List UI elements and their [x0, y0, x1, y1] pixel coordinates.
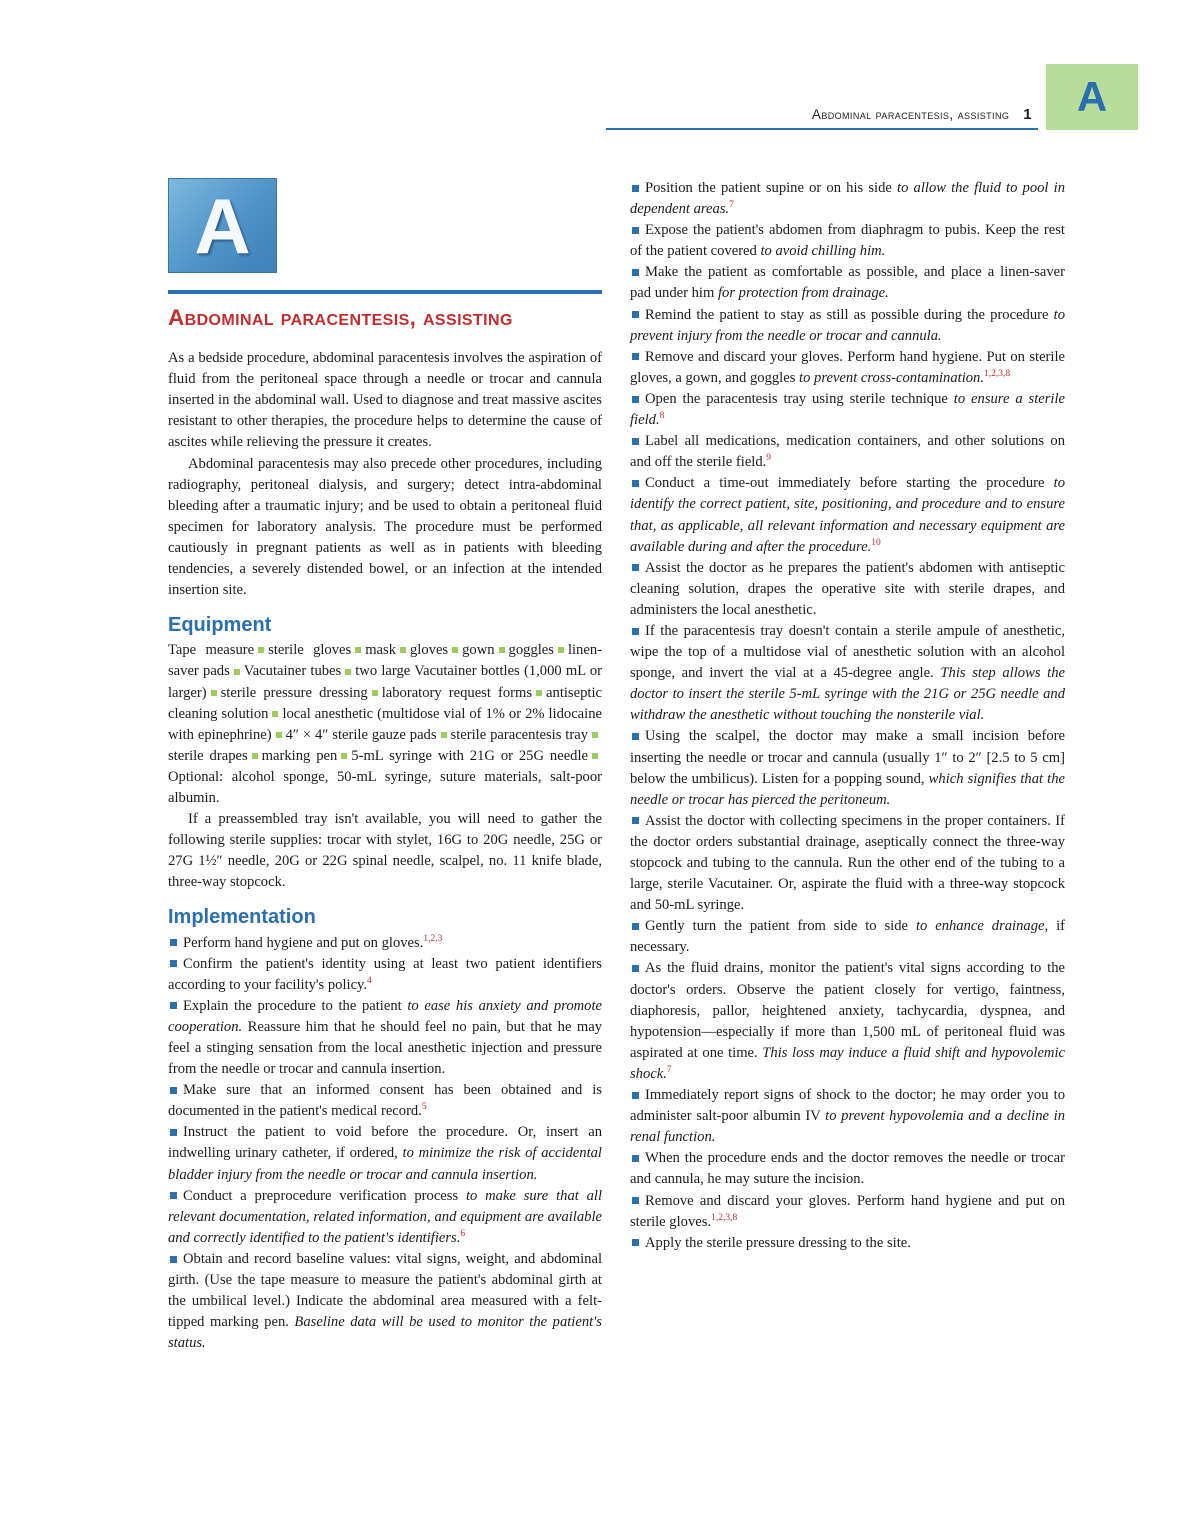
separator-bullet — [276, 732, 282, 738]
step-text: If the paracentesis tray doesn't contain a sterile ampule of anesthetic, wipe the top of a multidose vial of anesthetic solution with an alcohol sponge, and invert the vial at a 45-degree angle. — [630, 622, 1065, 682]
step-bullet — [632, 817, 639, 824]
step-rationale: for protection from drainage. — [717, 285, 889, 302]
step-bullet — [170, 1256, 177, 1263]
equipment-item: laboratory request forms — [381, 684, 533, 701]
step-bullet — [632, 1092, 639, 1099]
step-bullet — [632, 628, 639, 635]
step-text: Assist the doctor with collecting specimens in the proper containers. If the doctor orders substantial drainage, aseptically connect the three-way stopcock and tubing to the cannula. Run the other end of the tubing to a large, sterile Vacutainer. Or, aspirate the fluid with a three-way stopcock and 50-mL syringe. — [630, 812, 1065, 914]
step-bullet — [632, 438, 639, 445]
step-bullet — [170, 1192, 177, 1199]
equipment-item: gloves — [410, 642, 449, 659]
reference-superscript: 8 — [659, 411, 665, 422]
separator-bullet — [341, 753, 347, 759]
equipment-item: marking pen — [261, 747, 338, 764]
step-text: Remove and discard your gloves. Perform hand hygiene and put on sterile gloves. — [630, 1192, 1065, 1230]
equipment-item: antiseptic cleaning solution — [168, 684, 602, 722]
equipment-item: linen-saver pads — [168, 642, 602, 680]
step-bullet — [632, 733, 639, 740]
implementation-step — [630, 220, 1065, 262]
step-bullet — [170, 960, 177, 967]
step-bullet — [632, 396, 639, 403]
implementation-step — [630, 558, 1065, 621]
separator-bullet — [400, 647, 406, 653]
preassembled-note: If a preassembled tray isn't available, you will need to gather the following sterile supplies: trocar with stylet, 16G to 20G needle, 25G or 27G 1½″ needle, 20G or 22G spinal needle, scalpel, no. 11 knife blade, three-way stopcock. — [168, 811, 602, 891]
step-rationale: to ensure a sterile field. — [630, 390, 1066, 429]
running-title: Abdominal paracentesis, assisting — [811, 107, 1010, 122]
implementation-step — [630, 811, 1065, 916]
separator-bullet — [234, 669, 240, 675]
right-column — [630, 178, 1065, 1254]
implementation-step — [630, 305, 1065, 347]
step-text: Label all medications, medication containers, and other solutions on and off the sterile field. — [630, 433, 1065, 471]
step-text: Conduct a time-out immediately before starting the procedure — [645, 475, 1045, 492]
step-text-continued: if necessary. — [630, 918, 1065, 956]
implementation-step — [630, 178, 1065, 220]
step-rationale: to enhance drainage, — [915, 918, 1049, 935]
step-text: Immediately report signs of shock to the doctor; he may order you to administer salt-poor albumin IV — [630, 1087, 1065, 1125]
title-rule — [168, 290, 602, 294]
implementation-step — [168, 996, 602, 1080]
step-text: Using the scalpel, the doctor may make a small incision before inserting the needle or trocar and cannula (usually 1″ to 2″ [2.5 to 5 cm] below the umbilicus). Listen for a popping sound, — [630, 728, 1065, 787]
step-text: Perform hand hygiene and put on gloves. — [183, 934, 424, 951]
separator-bullet — [345, 669, 351, 675]
step-text: Conduct a preprocedure verification process — [183, 1187, 459, 1204]
equipment-item: sterile drapes — [168, 747, 248, 764]
step-text: Instruct the patient to void before the procedure. Or, insert an indwelling urinary catheter, if ordered, — [168, 1124, 602, 1162]
separator-bullet — [441, 732, 447, 738]
separator-bullet — [355, 647, 361, 653]
equipment-item: sterile gloves — [268, 642, 352, 659]
intro-paragraph-2: Abdominal paracentesis may also precede other procedures, including radiography, peritoneal dialysis, and surgery; detect intra-abdominal bleeding after a traumatic injury; and be used to obtain a peritoneal fluid specimen for laboratory analysis. The procedure must be performed cautiously in pregnant patients as well as in patients with bleeding tendencies, a severely distended bowel, or an infection at the intended insertion site. — [168, 455, 602, 599]
step-bullet — [632, 1197, 639, 1204]
implementation-step — [630, 1191, 1065, 1233]
implementation-step — [630, 389, 1065, 431]
step-text: Expose the patient's abdomen from diaphragm to pubis. Keep the rest of the patient covered — [630, 222, 1065, 260]
implementation-step — [630, 621, 1065, 726]
chapter-letter-block — [168, 178, 277, 273]
step-bullet — [632, 965, 639, 972]
reference-superscript: 7 — [666, 1065, 672, 1076]
step-text: Make sure that an informed consent has been obtained and is documented in the patient's medical record. — [168, 1082, 602, 1120]
step-rationale: to avoid chilling him. — [760, 243, 886, 260]
implementation-step — [630, 431, 1065, 473]
implementation-step — [630, 1085, 1065, 1148]
reference-superscript: 1,2,3,8 — [984, 368, 1011, 379]
step-text: Remind the patient to stay as still as possible during the procedure — [645, 306, 1049, 323]
implementation-steps-left — [168, 933, 602, 1355]
implementation-step — [630, 726, 1065, 810]
equipment-item: 5-mL syringe with 21G or 25G needle — [351, 747, 588, 764]
step-rationale: to make sure that all relevant documentation, related information, and equipment are available and correctly identified to the patient's identifiers. — [168, 1187, 603, 1246]
separator-bullet — [272, 711, 278, 717]
implementation-step — [168, 933, 602, 954]
step-rationale: to prevent injury from the needle or trocar and cannula. — [630, 306, 1066, 344]
step-bullet — [170, 1129, 177, 1136]
running-header — [812, 106, 1032, 123]
step-rationale: to identify the correct patient, site, positioning, and procedure and to ensure that, as applicable, all relevant information and necessary equipment are available during and after the procedure. — [630, 475, 1065, 555]
separator-bullet — [211, 690, 217, 696]
step-rationale: to allow the fluid to pool in dependent areas. — [630, 180, 1065, 218]
step-rationale: which signifies that the needle or trocar has pierced the peritoneum. — [630, 770, 1065, 808]
step-rationale: Baseline data will be used to monitor the patient's status. — [168, 1314, 602, 1352]
step-text: Explain the procedure to the patient — [183, 997, 402, 1014]
step-bullet — [632, 1239, 639, 1246]
intro-paragraph-1: As a bedside procedure, abdominal paracentesis involves the aspiration of fluid from the peritoneal space through a needle or trocar and cannula inserted in the abdominal wall. Used to diagnose and treat massive ascites resistant to other therapies, the procedure helps to determine the cause of ascites while relieving the pressure it creates. — [168, 350, 602, 451]
equipment-item: Optional: alcohol sponge, 50-mL syringe, suture materials, salt-poor albumin. — [168, 768, 602, 806]
reference-superscript: 1,2,3 — [423, 933, 443, 944]
step-text: Gently turn the patient from side to side — [645, 918, 909, 935]
equipment-item: sterile pressure dressing — [220, 684, 368, 701]
separator-bullet — [558, 647, 564, 653]
page-number: 1 — [1023, 106, 1032, 123]
step-text: Confirm the patient's identity using at least two patient identifiers according to your facility's policy. — [168, 955, 602, 993]
step-bullet — [170, 1087, 177, 1094]
reference-superscript: 10 — [871, 537, 881, 548]
left-column — [168, 305, 602, 1354]
step-rationale: to ease his anxiety and promote cooperation. — [168, 997, 603, 1035]
step-bullet — [632, 480, 639, 487]
implementation-step — [168, 1080, 602, 1122]
step-bullet — [632, 269, 639, 276]
step-bullet — [632, 923, 639, 930]
reference-superscript: 6 — [460, 1228, 466, 1239]
step-text: Assist the doctor as he prepares the patient's abdomen with antiseptic cleaning solution, drapes the operative site with sterile drapes, and administers the local anesthetic. — [630, 559, 1065, 618]
implementation-step — [630, 916, 1065, 958]
step-bullet — [170, 939, 177, 946]
step-bullet — [632, 1155, 639, 1162]
step-rationale: This loss may induce a fluid shift and hypovolemic shock. — [630, 1044, 1065, 1082]
implementation-step — [630, 347, 1065, 389]
step-bullet — [632, 353, 639, 360]
step-bullet — [170, 1002, 177, 1009]
implementation-steps-right — [630, 178, 1065, 1254]
equipment-item: Tape measure — [168, 642, 255, 659]
equipment-item: local anesthetic (multidose vial of 1% or 2% lidocaine with epinephrine) — [168, 705, 602, 743]
reference-superscript: 5 — [421, 1102, 427, 1113]
separator-bullet — [452, 647, 458, 653]
step-text-continued: Reassure him that he should feel no pain, but that he may feel a stinging sensation from the local anesthetic injection and pressure from the needle or trocar and cannula insertion. — [168, 1018, 602, 1078]
step-text: Position the patient supine or on his side — [645, 180, 892, 196]
separator-bullet — [372, 690, 378, 696]
separator-bullet — [499, 647, 505, 653]
step-text: Make the patient as comfortable as possible, and place a linen-saver pad under him — [630, 264, 1065, 302]
step-rationale: to prevent cross-contamination. — [799, 369, 984, 386]
step-text: Remove and discard your gloves. Perform hand hygiene. Put on sterile gloves, a gown, and goggles — [630, 348, 1065, 386]
reference-superscript: 9 — [766, 453, 772, 464]
separator-bullet — [258, 647, 264, 653]
reference-superscript: 1,2,3,8 — [711, 1212, 738, 1223]
equipment-item: mask — [365, 642, 396, 659]
implementation-step — [168, 1186, 602, 1249]
step-rationale: to minimize the risk of accidental bladder injury from the needle or trocar and cannula insertion. — [168, 1145, 602, 1183]
equipment-item: sterile paracentesis tray — [450, 726, 588, 743]
header-rule — [606, 128, 1038, 130]
step-text: As the fluid drains, monitor the patient's vital signs according to the doctor's orders. Observe the patient closely for vertigo, faintness, diaphoresis, pallor, heightened anxiety, tachycardia, dyspnea, and hypotension—especially if more than 1,500 mL of peritoneal fluid was aspirated at one time. — [630, 960, 1065, 1061]
implementation-step — [168, 954, 602, 996]
implementation-step — [630, 1233, 1065, 1254]
step-rationale: This step allows the doctor to insert the sterile 5-mL syringe with the 21G or 25G needle and withdraw the anesthetic without touching the nonsterile vial. — [630, 665, 1065, 724]
separator-bullet — [252, 753, 258, 759]
equipment-item: Vacutainer tubes — [243, 663, 342, 680]
implementation-step — [168, 1122, 602, 1185]
reference-superscript: 4 — [367, 975, 372, 986]
step-text: Obtain and record baseline values: vital signs, weight, and abdominal girth. (Use the tape measure to measure the patient's abdominal girth at the umbilical level.) Indicate the abdominal area measured with a felt-tipped marking pen. — [168, 1250, 602, 1331]
step-bullet — [632, 227, 639, 234]
equipment-item: two large Vacutainer bottles (1,000 mL or larger) — [168, 663, 602, 701]
step-bullet — [632, 311, 639, 318]
implementation-step — [630, 1148, 1065, 1190]
step-text: Open the paracentesis tray using sterile technique — [645, 390, 948, 407]
implementation-heading: Implementation — [168, 906, 316, 929]
implementation-step — [630, 262, 1065, 304]
equipment-list — [168, 640, 602, 809]
reference-superscript: 7 — [729, 200, 734, 211]
chapter-letter: A — [194, 181, 251, 270]
step-bullet — [632, 185, 639, 192]
thumb-tab-letter: A — [1076, 73, 1108, 120]
separator-bullet — [592, 753, 598, 759]
step-text: When the procedure ends and the doctor removes the needle or trocar and cannula, he may suture the incision. — [630, 1150, 1065, 1188]
thumb-tab — [1046, 64, 1138, 130]
section-title: Abdominal paracentesis, assisting — [168, 305, 513, 330]
step-rationale: to prevent hypovolemia and a decline in renal function. — [630, 1108, 1066, 1146]
equipment-item: goggles — [508, 642, 554, 659]
step-bullet — [632, 564, 639, 571]
equipment-item: 4″ × 4″ sterile gauze pads — [285, 726, 437, 743]
implementation-step — [168, 1249, 602, 1354]
implementation-step — [630, 473, 1065, 557]
equipment-item: gown — [462, 642, 495, 659]
separator-bullet — [536, 690, 542, 696]
step-text: Apply the sterile pressure dressing to the site. — [645, 1234, 911, 1251]
implementation-step — [630, 958, 1065, 1085]
equipment-heading: Equipment — [168, 614, 272, 637]
separator-bullet — [592, 732, 598, 738]
